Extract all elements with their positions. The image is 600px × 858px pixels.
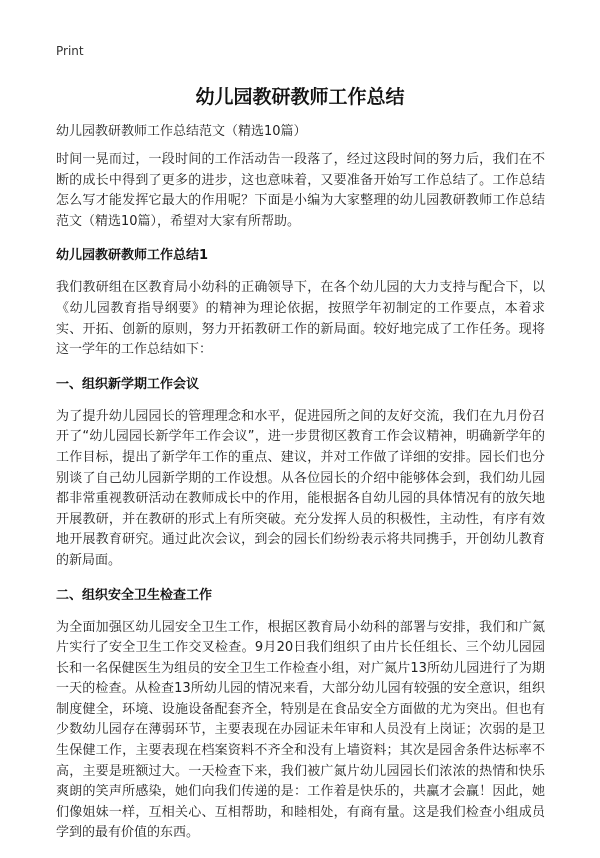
article-subtitle: 幼儿园教研教师工作总结范文（精选10篇） [56,124,307,139]
subsection-paragraph-meeting: 为了提升幼儿园园长的管理理念和水平，促进园所之间的友好交流，我们在九月份召开了“幼儿园园长新学年工作会议”，进一步贯彻区教育工作会议精神，明确新学年的工作目标，提出了新学年工作的重点、建议，并对工作做了详细的安排。园长们也分别谈了自己幼儿园新学期的工作设想。从各位园长的介绍中能够体会到，我们幼儿园都非常重视教研活动在教师成长中的作用，能根据各自幼儿园的具体情况有的放矢地开展教研，并在教研的形式上有所突破。充分发挥人员的积极性，主动性，有序有效地开展教育研究。通过此次会议，到会的园长们纷纷表示将共同携手，开创幼儿教育的新局面。 [56,408,545,568]
subsection-heading-meeting: 一、组织新学期工作会议 [56,376,200,392]
subsection-paragraph-safety: 为全面加强区幼儿园安全卫生工作，根据区教育局小幼科的部署与安排，我们和广氮片实行了安全卫生工作交叉检查。9月20日我们组织了由片长任组长、三个幼儿园园长和一名保健医生为组员的安全卫生工作检查小组，对广氮片13所幼儿园进行了为期一天的检查。从检查13所幼儿园的情况来看，大部分幼儿园有较强的安全意识，组织制度健全，环境、设施设备配套齐全，特别是在食品安全方面做的尤为突出。但也有少数幼儿园存在薄弱环节，主要表现在办园证未年审和人员没有上岗证；次弱的是卫生保健工作，主要表现在档案资料不齐全和没有上墙资料；其次是园舍条件达标率不高，主要是班额过大。一天检查下来，我们被广氮片幼儿园园长们浓浓的热情和快乐爽朗的笑声所感染，她们向我们传递的是：工作着是快乐的，共赢才会赢！因此，她们像姐妹一样，互相关心、互相帮助，和睦相处，有商有量。这是我们检查小组成员学到的最有价值的东西。 [56,619,545,841]
section-paragraph: 我们教研组在区教育局小幼科的正确领导下，在各个幼儿园的大力支持与配合下，以《幼儿园教育指导纲要》的精神为理论依据，按照学年初制定的工作要点，本着求实、开拓、创新的原则，努力开拓教研工作的新局面。较好地完成了工作任务。现将这一学年的工作总结如下： [56,280,545,358]
subsection-heading-safety: 二、组织安全卫生检查工作 [56,587,213,603]
intro-paragraph: 时间一晃而过，一段时间的工作活动告一段落了，经过这段时间的努力后，我们在不断的成长中得到了更多的进步，这也意味着，又要准备开始写工作总结了。工作总结怎么写才能发挥它最大的作用呢？下面是小编为大家整理的幼儿园教研教师工作总结范文（精选10篇），希望对大家有所帮助。 [56,152,545,229]
print-link[interactable]: Print [56,44,84,58]
page-title: 幼儿园教研教师工作总结 [195,86,405,108]
section-title: 幼儿园教研教师工作总结1 [56,248,209,264]
article-body [56,122,545,858]
